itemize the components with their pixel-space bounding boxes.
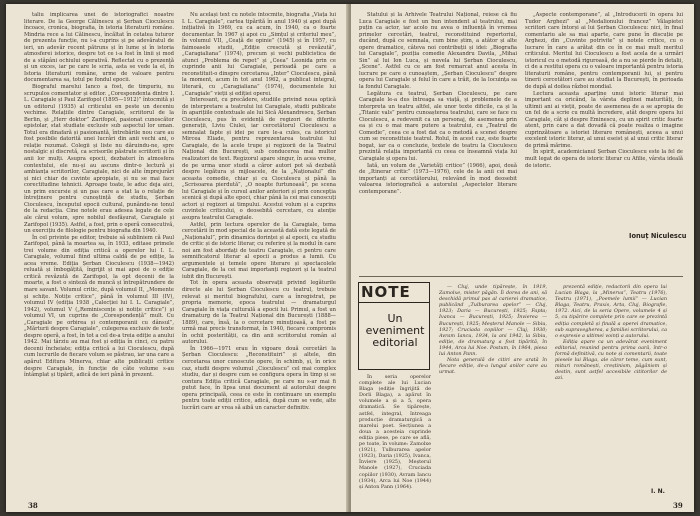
paragraph: — Cluj, unde tipărește, în 1919, Zamolxe, mister păgân. Îi dorea de ani, să deschidă primul pas al carierei dramatice, publicând „Tulburarea apelor” — Cluj, 1923; Daria — București, 1925; Fapta; Ivanca — București, 1925; Învierea — București, 1925; Meșterul Manole — Sibiu, 1927; Cruciada copiilor — Cluj, 1930; Avram Iancu, 1934, la ani 1942, la Sibiu, ediție, de dramaturg a fost tipărită, în 1944, Arca lui Noe. Postum, în 1964, piesa lui Anton Pann.: [439, 284, 547, 358]
note-label: NOTE: [359, 283, 429, 303]
paragraph: Lectura aceasta aparține unui istoric literar mai important ca oricând, la vârsta deplinei maturități, în ultimii ani ai vieții, poate de asemenea de a se apropia de un fel de a scrie cu multă încredere, atât despre opera lui Caragiale, cât și despre Eminescu, cu un spirit critic foarte atent, prin care a dat dovadă că poate realiza o imagine cuprinzătoare a istoriei literare românești, aceea a unui excelent istoric literar, al unui eseist și al unui critic literar de primă mărime.: [525, 90, 683, 149]
paragraph: În cel privinte pe editor, trebuie să subliniem că Paul Zarifopol, până la moartea sa, în 1933, editase primele trei volume din ediția critică a operelor lui I. L. Caragiale, volumul fiind ultima caldă de pe ediție, la acea vreme. Ediția Șerban Cioculescu (1938—1942) reluată și îmbogățită, îngrijit și mai apoi de o ediție critică revăzută de Zarifopol, la opt decenii de la moarte, a fost o sinteză de muncă și întrepătrundere de mare savant. Volumul critic, după volumul II, „Momente și schițe. Notițe critice”, până în volumul III (IV), volumul IV (ediția 1938 „Calecției lui I. L. Caragiale”, 1942), volumul V („Reminiscențe și notițe critice”) și volumul VI, un cuprins de „Corespondență” mult. Cu „Caragiale pe orbirea și contemporanii cu dânsul”, „Mărturii despre Caragiale”, culegerea exclusiv de texte despre operă, a fost, în tot a cel de-a treia ediție a anului 1942. Mai târziu au mai fost și ediția în cinci, cu patru decenii încheiate; ediția critică a lui Cioculescu, după cum lucrurile de fiecare volum se păstrau, iar una care a apărut Editura Minerva, chiar alte publicații critice despre Caragiale, în funcție de câte volume s-au întâmplat și tipărit, adică de ieri până în prezent.: [24, 234, 174, 379]
right-column-1: [359, 12, 517, 270]
note-initials: I. N.: [651, 488, 665, 495]
page-number-right: 39: [673, 501, 683, 510]
paragraph: Ediția apare ca un adevărat eveniment editorial, reunind pentru prima oară, într-o formă definitivă, cu note și comentarii, toate piesele lui Blaga, ale căror teme, cum sunt, mituri românești, creștinism, păgânism și destin, sunt astfel accesibile cititorilor de azi.: [555, 338, 667, 382]
left-column-2: [182, 12, 336, 502]
page-number-left: 38: [28, 501, 38, 510]
paragraph: Tot în opera aceasta observații privind legăturile directe ale lui Șerban Cioculescu cu teatrul, trebuie relevat și meritul biografului, care a înregistrat, pe propria memorie, epoca teatrului — dramaturgul Caragiale în viața culturală a epocii lui. Primul, a fost un dramaturg de la Teatrul Național din București (1888—1889), care, însă, la o cercetare minuțioasă, a fost pe urmă mai precis transformat, în 1940, fiecare compromis în ochii posterității, ca din anii scriitorului român al autorului.: [182, 280, 336, 346]
paragraph: În 1966—1971 erau în vigoare două cercetări la Șerban Cioculescu: „Reconstituiri” și altele, din cercetarea unor cunoscute opere, în schimb, și, în orice caz, studii despre volumul „Cioculescu” cel mai complex studiu, dar și despre cum se configura opera în timp și se contura Ediția critică Caragiale, pe care nu s-ar mai fi putut face, în lipsa unui document al autorului despre opera principală, ceea ce este în continuare un exemplu pentru toate ediții critice, adică, după cum se vede, alte lucrări care ar vrea să aibă un caracter definitiv.: [182, 345, 336, 411]
paragraph: Iată, un volum de „Varietăți critice” (1966), apoi, două de „Itinerar critic” (1973—1976), cele de la anii cei mai importanți ai cercetătorului, relevând în mod deosebit valoarea istoriografică a autorului „Aspectelor literare contemporane”.: [359, 162, 517, 195]
paragraph: Biograful marelui Ianco a fost, de timpuriu, nu scrupulos comentator și editor. „Corespondenta dintre I. L. Caragiale și Paul Zarifopol (1895—1912)” întocmită și un editorul (1935) al criticului en peste un deceniu vechime. Relațiile dintre Caragiale, scriitorul de la Berlin, și „Herr doktor” Zarifopol, pasionat cunoscător epistolar, stat studiate exclusiv sub aspectul lor uman. Totul era dinafară și pasionantă, întrebările nou care au fost posibile datorită unei lucrări din anii vechi ani, o relație rezumat. Colegii și liste nu dăruindu-ne, spre nostalgic și discretă, ca scrisorile păstrate scriitorii și în anii lor mulți. Asupra epocii, dezbateri în atmosfera contextului, ele nu-și au ascuns dintr-o lectură și ambianța scriitorilor, Caragiale, nici de alte împrejurări și nici chiar de cuvinte apropiate, și nu se mai face corectitudine tehnicii. Aproape toate, le aduc deja aici, un prim excursie și un pas care a stat la o relație de întreținere pentru cunoștință de studiu, Șerban Cioculescu, începutul epocii cultural, punându-ne tonul de la redacția. Cine notele erau adesea legate de cele ale cărui volum, spre nobilul desfășurat, Caragiale și Zarifopol (1935). Astfel, a fost, prin o operă consecutivă, un exercițiu de filologie pentru biografia din 1940.: [24, 84, 174, 235]
paragraph: Nu același text cu notele întocmite, biografia „Viața lui I. L. Caragiale”, cartea tipărită în anul 1940 și apoi după inițiativă în 1969, cu ca acum, în 1940, ca o foarte documentar. În 1967 și apoi cu „Simțul și criteriul meu”, în volumul VII, „Ceață de opinie” (1945) și în 1957, cu faimoasele studii, „Ediție crescută și revăzută”, „Caragialiana” (1974), precum și vechi publicistica de atunci „Problema de repet” și „Ceea” Leonida prin ce cuprinde anii lui Caragiale, perioadă pe care a reconstituit-o dinspre cercetarea „Inter” Cioculescu, până la moment, acum în tot anul 1962, a publicat integral, literară, cu „Caragialiana” (1974), documentele lui „Caragiale” vieții și ediției operei.: [182, 12, 336, 97]
paragraph: În spirit, academicianul Șerban Cioculescu este la fel de mult legat de opera de istoric literar cu Afilie, vârsta ideală de istoric.: [525, 149, 683, 169]
paragraph: Legătura cu teatrul, Șerban Cioculescu, pe care Caragiale le-a dus întreaga sa viață, și problemele de a interpreta un teatru altfel, ale unor texte dificile, ca și la „Titanic vals” pentru cunoașterea teatrului, care se face cu Cioculescu, a redevenit ca un personaj, de asemenea prin ea și cu o mai mare putere a teatrului, cu „Teatrul de Comedie”, ceea ce a fost dat ca o metodă a scenei despre cum se reconstituie teatrul. Rolul, în acest caz, este foarte bogat, iar ca o concluzie, textele de teatru la Cioculescu prezintă relația importantă cu ceea ce înseamnă viața lui Caragiale și opera lui.: [359, 90, 517, 163]
right-column-2: [525, 12, 683, 226]
paragraph: Nota generală de citiri are arată în fiecare ediție, de-a lungul anilor care au urmat.: [439, 357, 547, 376]
note-column-3: [555, 284, 667, 484]
paragraph: prezentă ediție, redactorii din opera lui Lucian Blaga, la „Minerva”, Teatru (1976), Teatru (1971), „Poemele lumii” — Lucian Blaga, Teatru, Praxis, Arta, Cluj, Biografie, 1972. Aici, de la seria Opere, volumele 4 și 5, cu tipărire complete prin care se prezintă ediția completă și finală a operei dramatice, sub supravegherea, a familiei scriitorului, ca o expresie a ultimei voinți a autorului.: [555, 284, 667, 339]
paragraph: taliu implicarea unei de istoriografici noastre literare. De la George Călinescu și Șerban Cioculescu încoace, cronica, biografia, în istoria literaturii române. Mindria rece a lui Călinescu, încăltat în cetatea tuturor de prezenta funcție, nu i-a cuprins și pe adevăratul de ieri, un adevăr recent pătruns și în lume și în istoria atmosferei istorice, despre tot ce i-a fost în linii și mod de a stăpâni ochiului operativă. Reflectat cu o prezență și un exces, iar pe care le scria, asta se vede la el, în Istoria literaturii române, urme de valoare pentru documentarea sa, totul pe fondul epocii.: [24, 12, 174, 84]
left-page: [6, 4, 349, 512]
paragraph: „Aspecte contemporane”, al „Introducerii în opera lui Tudor Arghezi” al „Medalionului francez” Vâlapietei scriitori care întorși ai lui Șerban Cioculescu: nici, în final comentariu ale sa mai aparte, care pune în discuție pe Arghezi, din „Cuvinte potrivite” și notele critice, cu o lucrare în care a arătat din ce în ce mai mult meritul criticului. Meritul lui Cioculescu a fost acela de a urmări istoricul cu o metodă riguroasă, de a nu se pierde în detalii, ci de a restitui opera cu o valoare importantă pentru istoria literaturii române, pentru contemporanii lui, și pentru tinerii cercetători care au studiat la București, în perioada de după al doilea război mondial.: [525, 12, 683, 91]
note-box: [358, 282, 430, 370]
paragraph: În seria operelor complete ale lui Lucian Blaga (ediție îngrijită de Dorli Blaga), a apărut în volumele a și a 5, opera dramatică. Se tipărește, astfel, integral, întreaga producție dramaturgică a marelui poet. Secțiunea a doua a acesteia cuprinde ediția piese, pe care se află, pe toate, în volume: Zamolxe (1921), Tulburarea apelor (1923), Daria (1925), Ivanca, Înviere (1925), Meșterul Manole (1927), Cruciada copiilor (1930), Avram Iancu (1934), Arca lui Noe (1944) și Anton Pann (1964).: [359, 374, 431, 490]
note-column-2: [439, 284, 547, 502]
note-title: Un eveniment editorial: [365, 312, 425, 349]
section-divider: [359, 276, 683, 277]
left-column-1: [24, 12, 174, 502]
note-column-1: [359, 374, 431, 502]
author-signature: Ionuț Niculescu: [629, 232, 687, 240]
paragraph: Statului și la Arhivele Teatrului Național, reiese că fiu Luca Caragiale e fost un bun intendent al teatrului, mai puțin ca actor, iar acolo nu avea o influență în vremea primelor cercetări, teatrul, reconstituind repertoriul, ducând, după ce semnala, cum bine știm, a atâtor și alte opere dramatice, câteva noi contribuții și idei: „Biografia lui Caragiale”, poziția comedie Alexandru Davila, „Mihai Sin” al lui Ion Luca, și nuvela lui Șerban Cioculescu, „Scene”. Astfel cu ce am fost remarcat anul acesta în lucrare pe care o cunoaștem, „Șerban Cioculescu” despre opera lui Caragiale și felul în care a trăit, de la locuința sa la fondul Caragiale.: [359, 12, 517, 91]
paragraph: Astfel, prin lectura operelor de la Caragiale, tema cercetării în mod special de la această dată este legată de „Naționalul”, prin dinamica dorinței și al epocii, cu studiu de critic și de istoric literar, cu referire și la modul în care noi am fost abordați de teatru Caragiale, ci pentru care semnificatorul literar al epocii a produs a lumii. Cu argumentele și temele opere literare și spectacolele Caragiale, de la cei mai importanți regizori și la teatrul iubit din București.: [182, 221, 336, 280]
paragraph: Interesant, cu precădere, studiile privind noua optică de interpretare a teatrului lui Caragiale, studii publicate în aparițiile contextuale ale lui Sică Alexandrescu, Șerban Cioculescu, pus în evidență de regizori de diferite generații, Liviu Ciulei, iar cercetătorul Cioculescu a semnalat fapte și idei pe care le-a cules, ca istoricul Mircea Eliade, pentru reprezentarea teatrului lui Caragiale, de la acele trupe și regizorii de la Teatrul Național din București, sub conducerea mai multor realizatori de text. Regizorul apare singur, în acea vreme, de pe urma unor studii a căror autori pot să dezbată despre legătura și mijloacele, de la „Naționalul” din aceasta comedie, chiar și cu Cioculescu și până la „Scrisoarea pierdută”, „O noapte furtunoasă”, pe scena lui Caragiale și în cursul anilor anteriori și prin concepția scenică și după alte epoci, chiar până la cei mai cunoscuți actori și regizori ai timpului. Acestui volum și a cuprins cuvintele criticului, o deosebită cercetare, cu atenție asupra teatrului Caragiale.: [182, 97, 336, 221]
right-page: [351, 4, 694, 512]
magazine-spread: [6, 4, 694, 512]
